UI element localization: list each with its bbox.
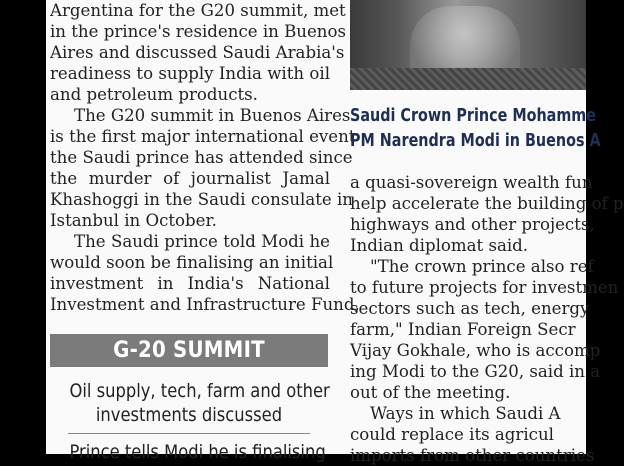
article-right-column [350, 172, 624, 466]
text-line: highways and other projects, [350, 215, 595, 234]
text-line: Investment and Infrastructure Fund, [50, 295, 360, 314]
text-line: "The crown prince also ref [370, 257, 594, 276]
text-line: the murder of journalist Jamal [50, 169, 330, 188]
text-line: readiness to supply India with oil [50, 64, 330, 83]
photo-rug [350, 68, 586, 90]
text-line: ing Modi to the G20, said in a [350, 362, 601, 381]
text-line: the Saudi prince has attended since [50, 148, 353, 167]
caption-line: Saudi Crown Prince Mohamme [350, 106, 596, 126]
text-line: The Saudi prince told Modi he [74, 232, 330, 251]
text-line: Khashoggi in the Saudi consulate in [50, 190, 353, 209]
text-line: farm," Indian Foreign Secr [350, 320, 576, 339]
summit-sidebar-box [50, 334, 330, 463]
text-line: help accelerate the building of p [350, 194, 624, 213]
summit-headline-line: investments discussed [95, 404, 283, 426]
photo-caption [350, 104, 601, 154]
photo-chair [410, 6, 520, 76]
text-line: Istanbul in October. [50, 211, 217, 230]
summit-headline [69, 379, 330, 427]
text-line: investment in India's National [50, 274, 330, 293]
text-line: a quasi-sovereign wealth fun [350, 173, 593, 192]
text-line: and petroleum products. [50, 85, 258, 104]
text-line: Argentina for the G20 summit, met [50, 1, 346, 20]
summit-headline-line: Oil supply, tech, farm and other [69, 380, 330, 402]
news-photo [350, 0, 586, 90]
text-line: could replace its agricul [350, 425, 554, 444]
text-line: in the prince's residence in Buenos [50, 22, 346, 41]
text-line: is the first major international event [50, 127, 356, 146]
article-left-column [50, 0, 360, 315]
text-line: out of the meeting. [350, 383, 511, 402]
text-line: would soon be finalising an initial [50, 253, 334, 272]
caption-line: PM Narendra Modi in Buenos A [350, 131, 601, 151]
text-line: to future projects for investmen [350, 278, 619, 297]
text-line: The G20 summit in Buenos Aires [74, 106, 351, 125]
text-line: imports from other countries [350, 446, 595, 465]
text-line: Aires and discussed Saudi Arabia's [50, 43, 345, 62]
text-line: Vijay Gokhale, who is accomp [350, 341, 601, 360]
newspaper-page [46, 0, 624, 465]
summit-subheadline: Prince tells Modi he is finalising [69, 441, 326, 463]
summit-divider [68, 433, 310, 434]
text-line: Indian diplomat said. [350, 236, 529, 255]
summit-header: G-20 SUMMIT [50, 334, 328, 367]
text-line: Ways in which Saudi A [370, 404, 561, 423]
text-line: sectors such as tech, energy [350, 299, 590, 318]
